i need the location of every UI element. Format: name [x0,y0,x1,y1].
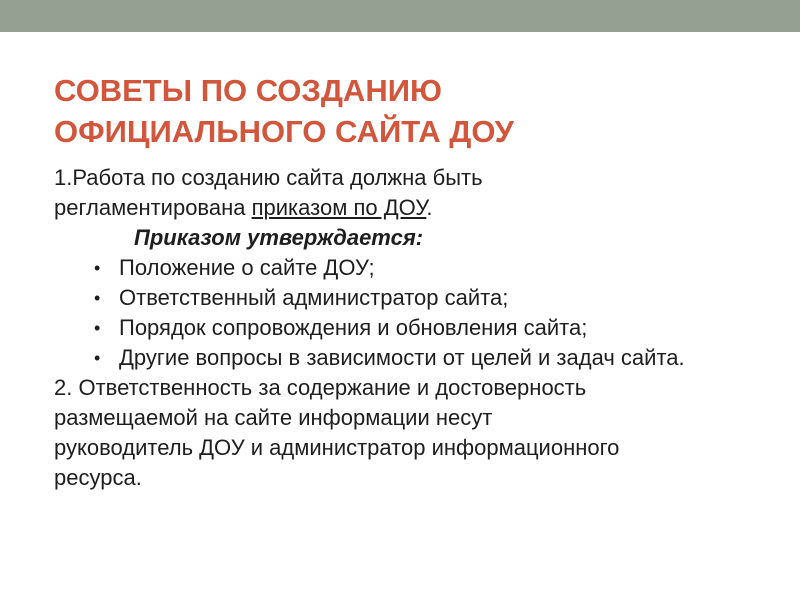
paragraph-2-line-1: 2. Ответственность за содержание и достоверность [54,375,587,400]
title-line-1: СОВЕТЫ ПО СОЗДАНИЮ [54,73,442,108]
top-decor-band [0,0,800,32]
paragraph-2-line-3: руководитель ДОУ и администратор информационного [54,435,620,460]
order-link[interactable]: приказом по ДОУ [251,195,427,220]
title-line-2: ОФИЦИАЛЬНОГО САЙТА ДОУ [54,114,514,149]
approval-subheading: Приказом утверждается: [134,225,424,250]
paragraph-2-line-4: ресурса. [54,465,142,490]
list-item: • Ответственный администратор сайта; [94,283,774,313]
paragraph-2-line-2: размещаемой на сайте информации несут [54,405,493,430]
approval-list [54,253,774,373]
paragraph-1-line-1: 1.Работа по созданию сайта должна быть [54,165,483,190]
list-item: • Порядок сопровождения и обновления сайта; [94,313,774,343]
bullet-icon: • [94,258,101,278]
p1-text-suffix: . [426,195,433,220]
list-item: • Другие вопросы в зависимости от целей и задач сайта. [94,343,729,373]
bullet-icon: • [94,348,101,368]
p1-text-prefix: регламентирована [54,195,252,220]
bullet-icon: • [94,288,101,308]
slide-title [54,70,774,152]
slide-body [54,163,774,493]
bullet-icon: • [94,318,101,338]
paragraph-1-line-2 [54,193,774,223]
list-item: • Положение о сайте ДОУ; [94,253,774,283]
